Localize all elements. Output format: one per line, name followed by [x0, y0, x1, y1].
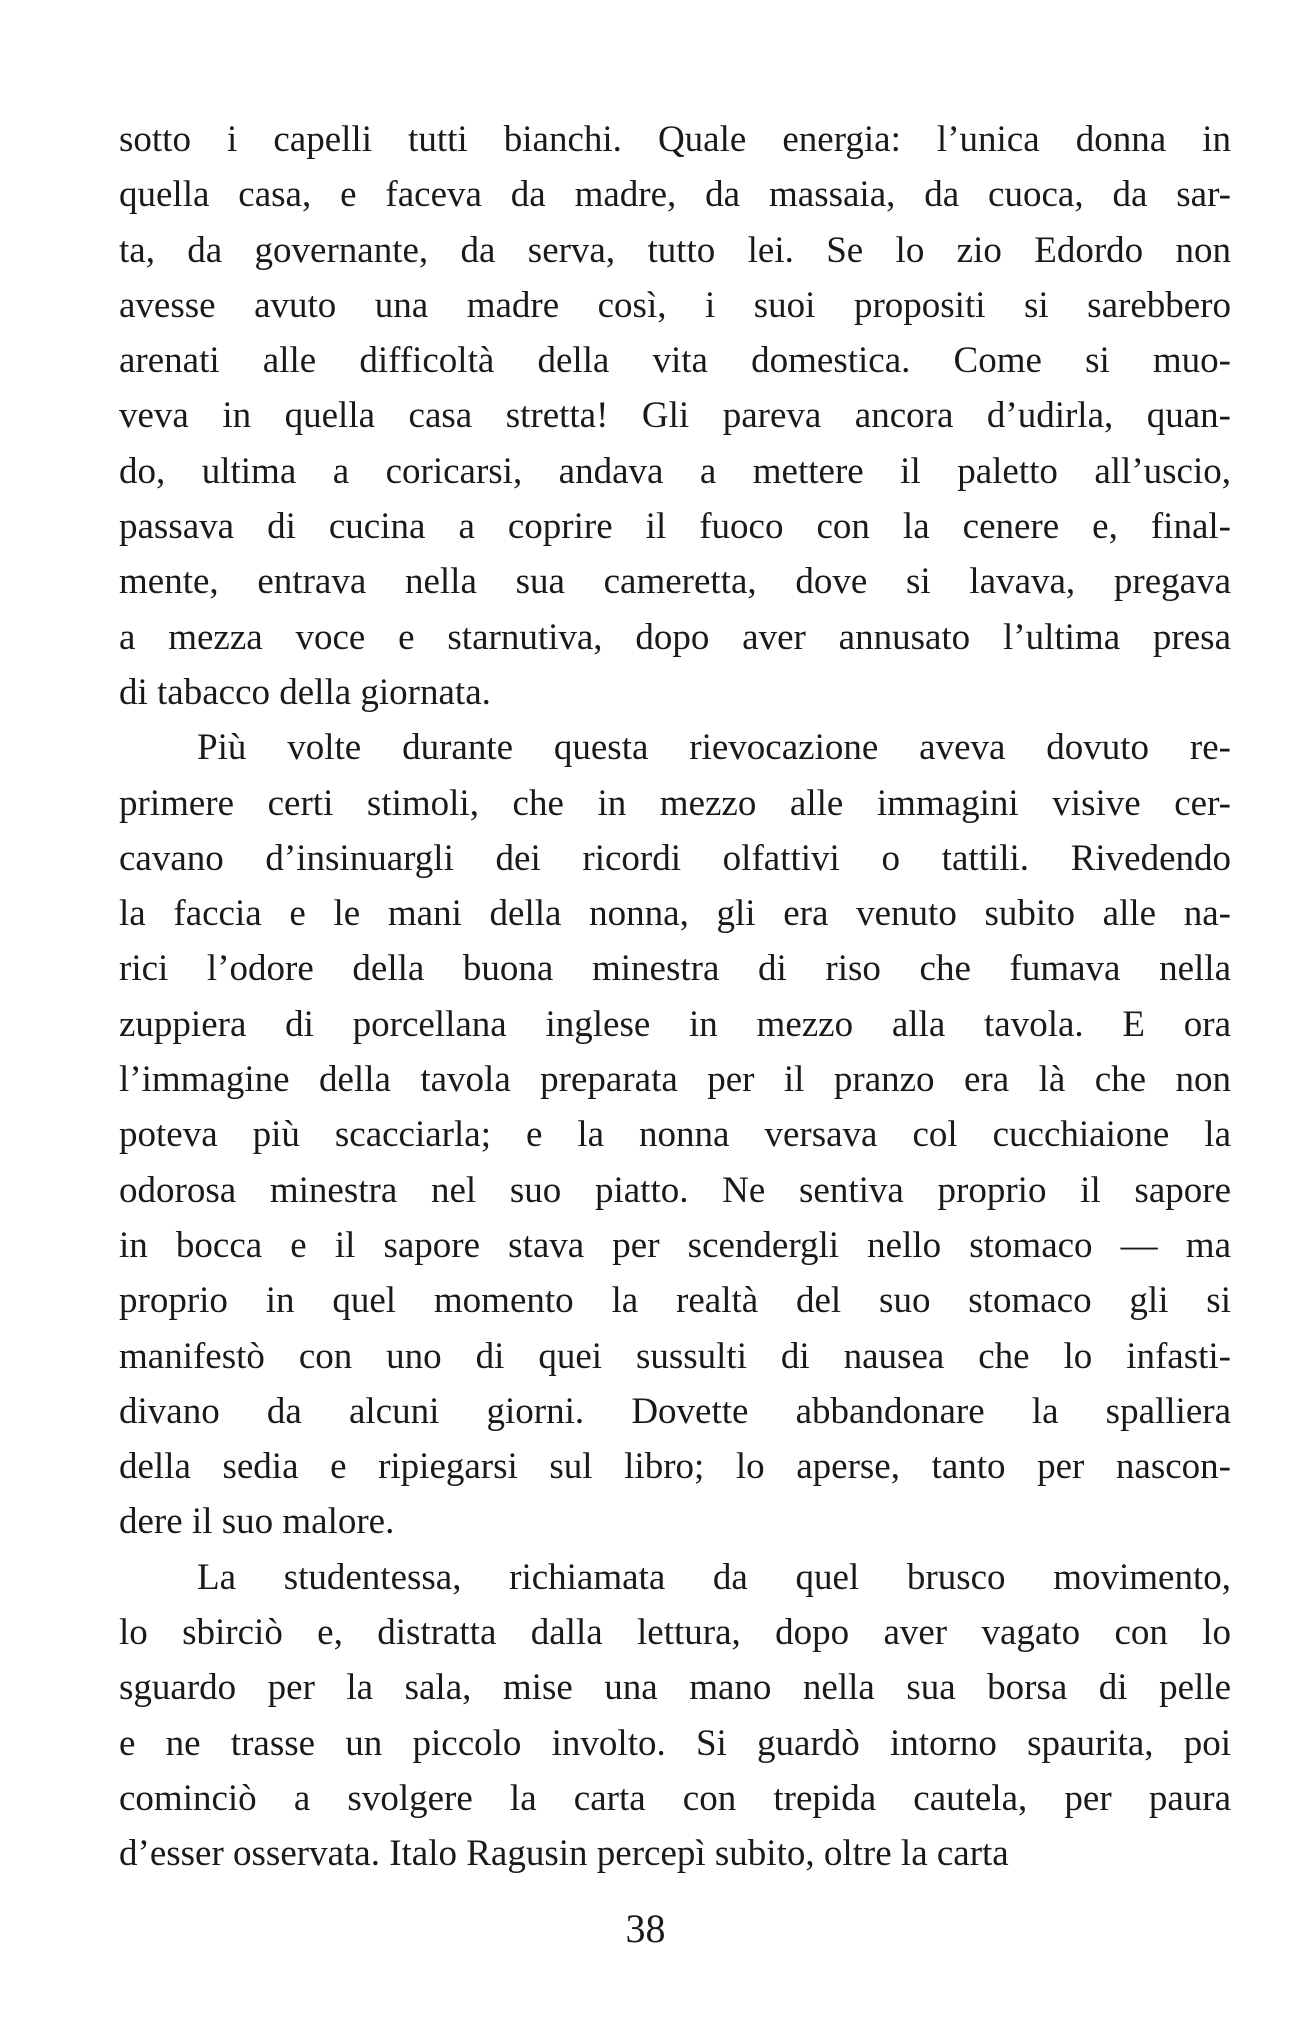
text-line: lo sbirciò e, distratta dalla lettura, dopo aver vagato con lo: [119, 1612, 1231, 1654]
text-line: a mezza voce e starnutiva, dopo aver annusato l’ultima presa: [119, 616, 1231, 658]
text-line: sguardo per la sala, mise una mano nella sua borsa di pelle: [119, 1667, 1231, 1709]
text-line: la faccia e le mani della nonna, gli era venuto subito alle na-: [119, 893, 1231, 935]
text-line: La studentessa, richiamata da quel brusco movimento,: [197, 1556, 1231, 1598]
paragraph: [119, 1550, 1231, 1882]
text-line: di tabacco della giornata.: [119, 671, 491, 713]
text-line: avesse avuto una madre così, i suoi propositi si sarebbero: [119, 284, 1231, 326]
page-number: 38: [625, 1906, 666, 1951]
text-line: poteva più scacciarla; e la nonna versava col cucchiaione la: [119, 1114, 1231, 1156]
text-line: mente, entrava nella sua cameretta, dove si lavava, pregava: [119, 561, 1231, 603]
text-line: sotto i capelli tutti bianchi. Quale energia: l’unica donna in: [119, 119, 1231, 160]
text-line: zuppiera di porcellana inglese in mezzo alla tavola. E ora: [119, 1003, 1231, 1045]
text-line: manifestò con uno di quei sussulti di nausea che lo infasti-: [119, 1335, 1231, 1377]
text-line: e ne trasse un piccolo involto. Si guardò intorno spaurita, poi: [119, 1722, 1231, 1764]
text-line: in bocca e il sapore stava per scendergli nello stomaco — ma: [119, 1224, 1231, 1266]
text-line: primere certi stimoli, che in mezzo alle immagini visive cer-: [119, 782, 1231, 824]
text-line: veva in quella casa stretta! Gli pareva ancora d’udirla, quan-: [119, 395, 1231, 437]
text-line: arenati alle difficoltà della vita domestica. Come si muo-: [119, 340, 1231, 382]
text-line: passava di cucina a coprire il fuoco con la cenere e, final-: [119, 506, 1231, 548]
text-line: cominciò a svolgere la carta con trepida cautela, per paura: [119, 1777, 1231, 1819]
paragraph: [119, 112, 1231, 720]
text-line: divano da alcuni giorni. Dovette abbandonare la spalliera: [119, 1390, 1231, 1432]
text-line: do, ultima a coricarsi, andava a mettere il paletto all’uscio,: [119, 450, 1231, 492]
text-line: ta, da governante, da serva, tutto lei. Se lo zio Edordo non: [119, 229, 1231, 271]
text-line: proprio in quel momento la realtà del suo stomaco gli si: [119, 1280, 1231, 1322]
text-line: cavano d’insinuargli dei ricordi olfattivi o tattili. Rivedendo: [119, 837, 1231, 879]
text-line: dere il suo malore.: [119, 1501, 395, 1543]
body-text: [119, 112, 1231, 1882]
paragraph: [119, 720, 1231, 1549]
text-line: rici l’odore della buona minestra di riso che fumava nella: [119, 948, 1231, 990]
text-line: l’immagine della tavola preparata per il pranzo era là che non: [119, 1059, 1231, 1101]
text-line: odorosa minestra nel suo piatto. Ne sentiva proprio il sapore: [119, 1169, 1231, 1211]
text-line: d’esser osservata. Italo Ragusin percepì subito, oltre la carta: [119, 1833, 1009, 1875]
text-line: Più volte durante questa rievocazione aveva dovuto re-: [197, 727, 1231, 769]
text-line: della sedia e ripiegarsi sul libro; lo aperse, tanto per nascon-: [119, 1446, 1231, 1488]
text-line: quella casa, e faceva da madre, da massaia, da cuoca, da sar-: [119, 174, 1231, 216]
